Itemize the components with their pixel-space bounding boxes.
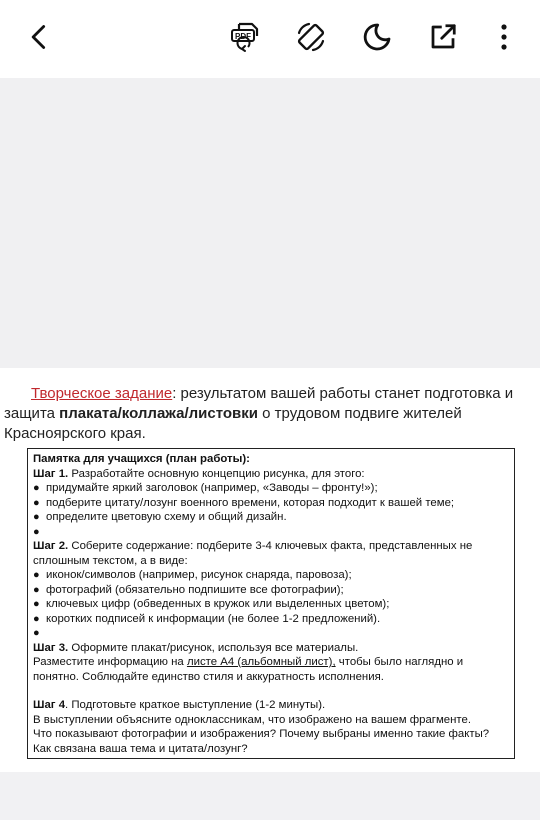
step4-line: В выступлении объясните одноклассникам, что изображено на вашем фрагменте.: [33, 713, 472, 726]
list-item: ●: [33, 525, 40, 538]
pdf-convert-icon: [229, 20, 261, 54]
document-page: [0, 368, 540, 772]
task-bold-text: плаката/коллажа/листовки: [59, 405, 258, 422]
memo-box: [27, 448, 515, 759]
svg-text:PDF: PDF: [235, 32, 251, 41]
rotate-screen-icon: [294, 20, 328, 54]
more-options-button[interactable]: [481, 14, 527, 60]
list-item-text: подберите цитату/лозунг военного времени, которая подходит к вашей теме;: [46, 496, 455, 509]
task-text: : результатом вашей работы станет подготовка и защита: [4, 385, 514, 422]
back-button[interactable]: [16, 14, 62, 60]
more-vertical-icon: [498, 22, 510, 52]
task-text-end: о трудовом подвиге жителей Красноярского края.: [4, 405, 462, 442]
step-text: Разработайте основную концепцию рисунка, для этого:: [68, 467, 365, 480]
list-item-text: фотографий (обязательно подпишите все фотографии);: [46, 583, 344, 596]
list-item: ●: [33, 627, 40, 639]
format-link: листе А4 (альбомный лист),: [186, 656, 336, 668]
open-external-button[interactable]: [420, 14, 466, 60]
list-item: ● придумайте яркий заголовок (например, «Заводы – фронту!»);: [33, 482, 378, 494]
step3: [33, 641, 508, 656]
step-label: Шаг 2.: [33, 540, 69, 552]
blank-page-area: [0, 78, 540, 368]
list-item: ● определите цветовую схему и общий дизайн.: [33, 511, 287, 523]
bottom-gray-area: [0, 772, 540, 820]
night-mode-button[interactable]: [354, 14, 400, 60]
step-text: . Подготовьте краткое выступление (1-2 минуты).: [65, 699, 326, 711]
list-item-text: придумайте яркий заголовок (например, «Заводы – фронту!»);: [46, 482, 378, 494]
open-external-icon: [428, 22, 458, 52]
step4-line: Как связана ваша тема и цитата/лозунг?: [33, 742, 248, 755]
list-item: ● ключевых цифр (обведенных в кружок или выделенных цветом);: [33, 598, 390, 610]
step4-line: Что показывают фотографии и изображения? Почему выбраны именно такие факты?: [33, 728, 490, 740]
step1: [33, 467, 508, 482]
list-item: ● подберите цитату/лозунг военного времени, которая подходит к вашей теме;: [33, 496, 455, 509]
step3-details: [33, 655, 508, 684]
list-item: ● иконок/символов (например, рисунок снаряда, паровоза);: [33, 569, 352, 581]
pdf-convert-button[interactable]: [222, 14, 268, 60]
moon-icon: [361, 21, 393, 53]
step-label: Шаг 3.: [33, 641, 69, 654]
step-text: чтобы было наглядно и понятно. Соблюдайте единство стиля и аккуратность исполнения.: [33, 656, 464, 683]
step4: [33, 698, 508, 713]
list-item-text: иконок/символов (например, рисунок снаряда, паровоза);: [46, 569, 352, 581]
list-item: ● фотографий (обязательно подпишите все фотографии);: [33, 583, 344, 596]
task-paragraph: [4, 384, 524, 444]
chevron-left-icon: [25, 23, 53, 51]
memo-title: Памятка для учащихся (план работы):: [33, 453, 250, 465]
list-item: ● коротких подписей к информации (не более 1-2 предложений).: [33, 612, 381, 625]
list-item-text: определите цветовую схему и общий дизайн.: [46, 511, 287, 523]
list-item-text: ключевых цифр (обведенных в кружок или выделенных цветом);: [46, 598, 390, 610]
rotate-button[interactable]: [288, 14, 334, 60]
step-label: Шаг 1.: [33, 467, 69, 480]
step-text: Оформите плакат/рисунок, используя все материалы.: [68, 641, 359, 654]
step2: [33, 539, 508, 568]
task-link[interactable]: Творческое задание: [31, 385, 173, 402]
step-text: Разместите информацию на: [33, 656, 187, 668]
step-text: Соберите содержание: подберите 3-4 ключевых факта, представленных не сплошным текстом, а в виде:: [33, 540, 473, 567]
step-label: Шаг 4: [33, 699, 66, 711]
top-toolbar: [0, 0, 540, 78]
list-item-text: коротких подписей к информации (не более 1-2 предложений).: [46, 612, 381, 625]
